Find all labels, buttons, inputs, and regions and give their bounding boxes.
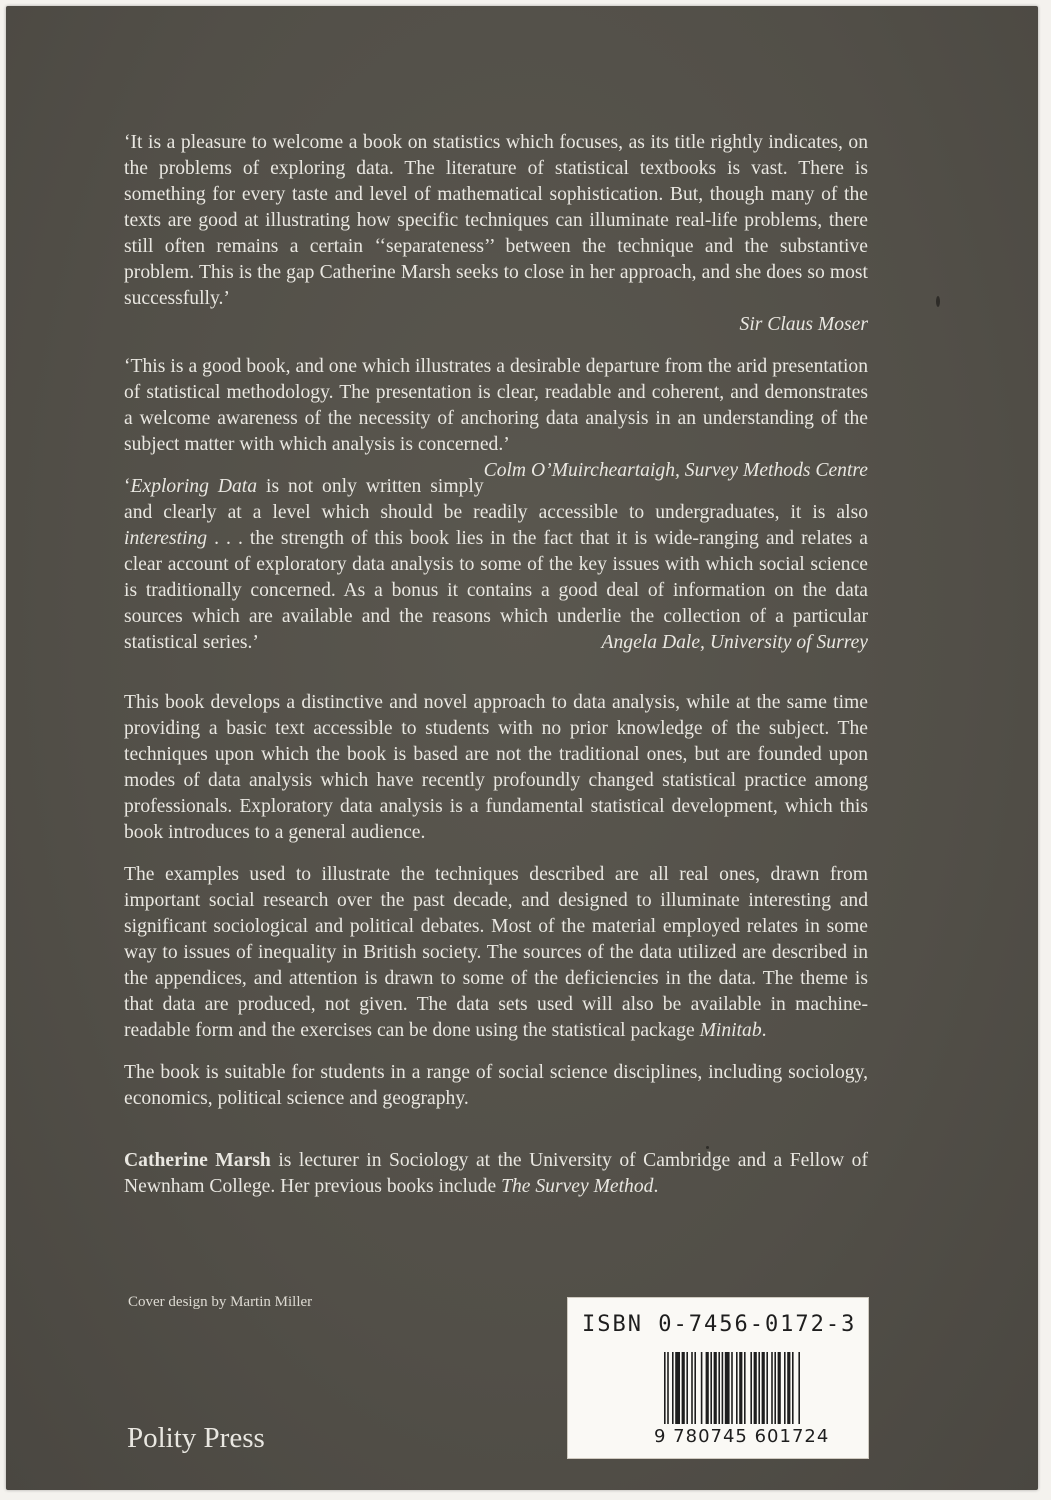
barcode-bar <box>691 1352 693 1424</box>
barcode-bar <box>731 1352 733 1424</box>
barcode-bar <box>739 1352 742 1424</box>
barcode-bar <box>798 1352 800 1424</box>
previous-book-title: The Survey Method <box>501 1176 654 1197</box>
description-paragraph: The examples used to illustrate the techniques described are all real ones, drawn from important social research over the past decade, and designed to illuminate interesting and significant sociological and political debates. Most of the material employed relates in some way to issues of inequality in British society. The sources of the data utilized are described in the appendices, and attention is drawn to some of the deficiencies in the data. The theme is that data are produced, not given. The data sets used will also be available in machine-readable form and the exercises can be done using the statistical package Minitab. <box>124 864 868 1041</box>
book-title-italic: Exploring Data <box>130 476 258 497</box>
barcode-bar <box>722 1352 724 1424</box>
barcode-bar <box>771 1352 773 1424</box>
quote-text: . . . the strength of this book lies in the fact that it is wide-ranging and relates a clear account of exploratory data analysis to some of the key issues with which social science is traditionally concerned. As a bonus it contains a good deal of information on the data sources which are available and the reasons which underlie the collection of a particular statistical series.’ <box>124 528 868 653</box>
software-name: Minitab <box>699 1020 762 1041</box>
barcode <box>664 1352 860 1424</box>
barcode-bar <box>675 1352 680 1424</box>
barcode-bar <box>701 1352 703 1424</box>
barcode-bar <box>766 1352 768 1424</box>
review-quote-dale: ‘Exploring Data is not only written simply and clearly at a level which should be readily accessible to undergraduates, it is also interesting . . . the strength of this book lies in the fact that it is wide-ranging and relates a clear account of exploratory data analysis to some of the key issues with which social science is traditionally concerned. As a bonus it contains a good deal of information on the data sources which are available and the reasons which underlie the collection of a particular statistical series.’ Angela Dale, University of Surrey <box>124 474 868 656</box>
barcode-bar <box>762 1352 765 1424</box>
barcode-bar <box>686 1352 688 1424</box>
barcode-bar <box>710 1352 712 1424</box>
barcode-bar <box>754 1352 757 1424</box>
quote-italic: interesting <box>124 528 208 549</box>
barcode-bar <box>792 1352 794 1424</box>
barcode-bar <box>718 1352 720 1424</box>
barcode-bar <box>664 1352 666 1424</box>
barcode-bar <box>750 1352 752 1424</box>
isbn-number: ISBN 0-7456-0172-3 <box>582 1312 857 1337</box>
barcode-bar <box>787 1352 790 1424</box>
barcode-bar <box>736 1352 738 1424</box>
barcode-bar <box>774 1352 776 1424</box>
description-paragraph: The book is suitable for students in a range of social science disciplines, including sociology, economics, political science and geography. <box>124 1062 868 1109</box>
review-quote-moser <box>124 130 868 338</box>
cover-design-credit: Cover design by Martin Miller <box>128 1294 313 1310</box>
barcode-bar <box>706 1352 709 1424</box>
publisher-name: Polity Press <box>127 1422 265 1454</box>
description-paragraph: This book develops a distinctive and novel approach to data analysis, while at the same time providing a basic text accessible to students with no prior knowledge of the subject. The techniques upon which the book is based are not the traditional ones, but are founded upon modes of data analysis which have recently profoundly changed statistical practice among professionals. Exploratory data analysis is a fundamental statistical development, which this book introduces to a general audience. <box>124 692 868 843</box>
barcode-bar <box>682 1352 685 1424</box>
barcode-bar <box>725 1352 730 1424</box>
quote-text: ‘This is a good book, and one which illustrates a desirable departure from the arid presentation of statistical methodology. The presentation is clear, readable and coherent, and demonstrates a welcome awareness of the necessity of anchoring data analysis in an understanding of the subject matter with which analysis is concerned.’ <box>124 356 868 455</box>
barcode-bar <box>778 1352 781 1424</box>
review-quote-omuircheartaigh <box>124 354 868 481</box>
barcode-bar <box>784 1352 786 1424</box>
quote-attribution: Colm O’Muircheartaigh, Survey Methods Centre <box>483 460 868 481</box>
author-bio: Catherine Marsh is lecturer in Sociology at the University of Cambridge and a Fellow of Newnham College. Her previous books include The Survey Method. <box>124 1150 868 1197</box>
quote-text: ‘It is a pleasure to welcome a book on statistics which focuses, as its title rightly indicates, on the problems of exploring data. The literature of statistical textbooks is vast. There is something for every taste and level of mathematical sophistication. But, though many of the texts are good at illustrating how specific techniques can illuminate real-life problems, there still often remains a certain ‘‘separateness’’ between the technique and the substantive problem. This is the gap Catherine Marsh seeks to close in her approach, and she does so most successfully.’ <box>124 132 868 309</box>
barcode-bar <box>694 1352 696 1424</box>
cover-wear-mark <box>706 1146 709 1149</box>
quote-attribution: Angela Dale, University of Surrey <box>601 632 868 653</box>
author-name: Catherine Marsh <box>124 1150 271 1171</box>
barcode-bar <box>758 1352 760 1424</box>
barcode-bar <box>672 1352 674 1424</box>
barcode-bar <box>714 1352 717 1424</box>
quote-text: is not only written simply and clearly at a level which should be readily accessible to undergraduates, it is also <box>124 476 868 523</box>
barcode-digits: 9 780745 601724 <box>654 1426 830 1447</box>
barcode-bar <box>667 1352 669 1424</box>
book-back-cover <box>6 6 1038 1490</box>
isbn-barcode-label <box>567 1297 869 1459</box>
quote-attribution: Sir Claus Moser <box>739 314 868 335</box>
barcode-bar <box>744 1352 746 1424</box>
cover-wear-mark <box>936 296 940 307</box>
cover-text <box>124 130 868 1216</box>
